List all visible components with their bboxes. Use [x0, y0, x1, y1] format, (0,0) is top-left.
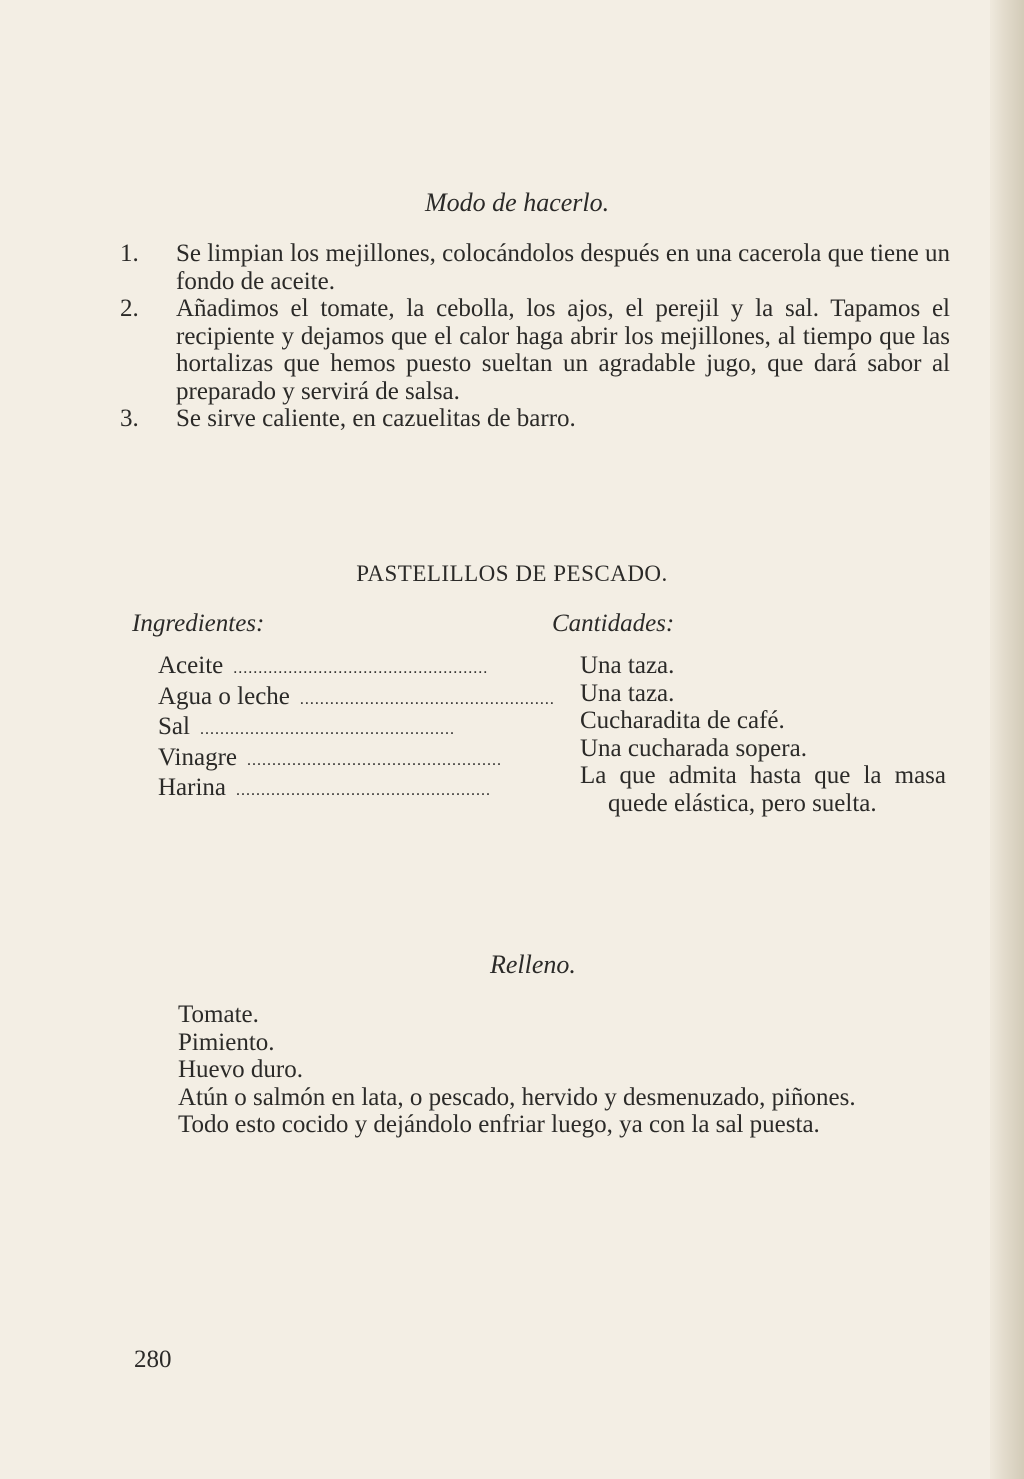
ingredient-name: Vinagre	[158, 743, 238, 771]
ingredient-row	[158, 682, 555, 714]
filling-heading: Relleno.	[490, 950, 576, 979]
quantity: Una taza.	[580, 652, 675, 679]
leader-dots: ...................................................	[299, 690, 555, 708]
filling-line: Huevo duro.	[178, 1056, 303, 1083]
ingredient-row	[158, 774, 520, 805]
page-number: 280	[134, 1346, 172, 1373]
step-number: 3.	[120, 405, 139, 432]
leader-dots: ...................................................	[247, 751, 503, 769]
page-binding-shadow	[990, 0, 1024, 1479]
leader-dots: ...................................................	[233, 660, 489, 677]
method-step	[120, 240, 950, 295]
ingredient-name: Aceite	[158, 652, 224, 679]
ingredient-name: Harina	[158, 774, 227, 801]
recipe-title: PASTELILLOS DE PESCADO.	[356, 561, 668, 586]
ingredients-heading: Ingredientes:	[132, 610, 265, 637]
method-steps	[120, 240, 950, 433]
filling-line: Tomate.	[178, 1001, 259, 1028]
ingredient-name: Sal	[158, 713, 190, 740]
step-number: 2.	[120, 295, 139, 322]
ingredient-name: Agua o leche	[158, 682, 290, 710]
quantity: Una cucharada sopera.	[580, 734, 807, 762]
quantities-heading: Cantidades:	[552, 610, 675, 637]
filling-line: Todo esto cocido y dejándolo enfriar luego, ya con la sal puesta.	[178, 1111, 820, 1138]
ingredients-list	[158, 652, 555, 805]
leader-dots: ...................................................	[236, 782, 492, 799]
ingredient-row	[158, 713, 520, 744]
ingredient-row	[158, 652, 520, 683]
method-step	[120, 405, 950, 433]
step-text: Se limpian los mejillones, colocándolos después en una cacerola que tiene un fondo de aceite.	[176, 240, 950, 295]
filling-line: Pimiento.	[178, 1028, 275, 1056]
method-heading: Modo de hacerlo.	[425, 188, 610, 217]
step-number: 1.	[120, 240, 139, 267]
method-step	[120, 295, 950, 405]
ingredient-row	[158, 744, 520, 775]
step-text: Añadimos el tomate, la cebolla, los ajos, el perejil y la sal. Tapamos el recipiente y dejamos que el calor haga abrir los mejillones, al tiempo que las hortalizas que hemos puesto sueltan un agradable jugo, que dará sabor al preparado y servirá de salsa.	[176, 295, 950, 405]
leader-dots: ...................................................	[199, 721, 455, 738]
filling-line: Atún o salmón en lata, o pescado, hervido y desmenuzado, piñones.	[178, 1083, 856, 1111]
step-text: Se sirve caliente, en cazuelitas de barro.	[176, 405, 576, 432]
quantity: Cucharadita de café.	[580, 707, 785, 734]
quantities-list	[580, 652, 946, 817]
quantity: Una taza.	[580, 679, 675, 707]
filling-list	[178, 1001, 948, 1139]
quantity: La que admita hasta que la masa quede elástica, pero suelta.	[580, 762, 946, 817]
